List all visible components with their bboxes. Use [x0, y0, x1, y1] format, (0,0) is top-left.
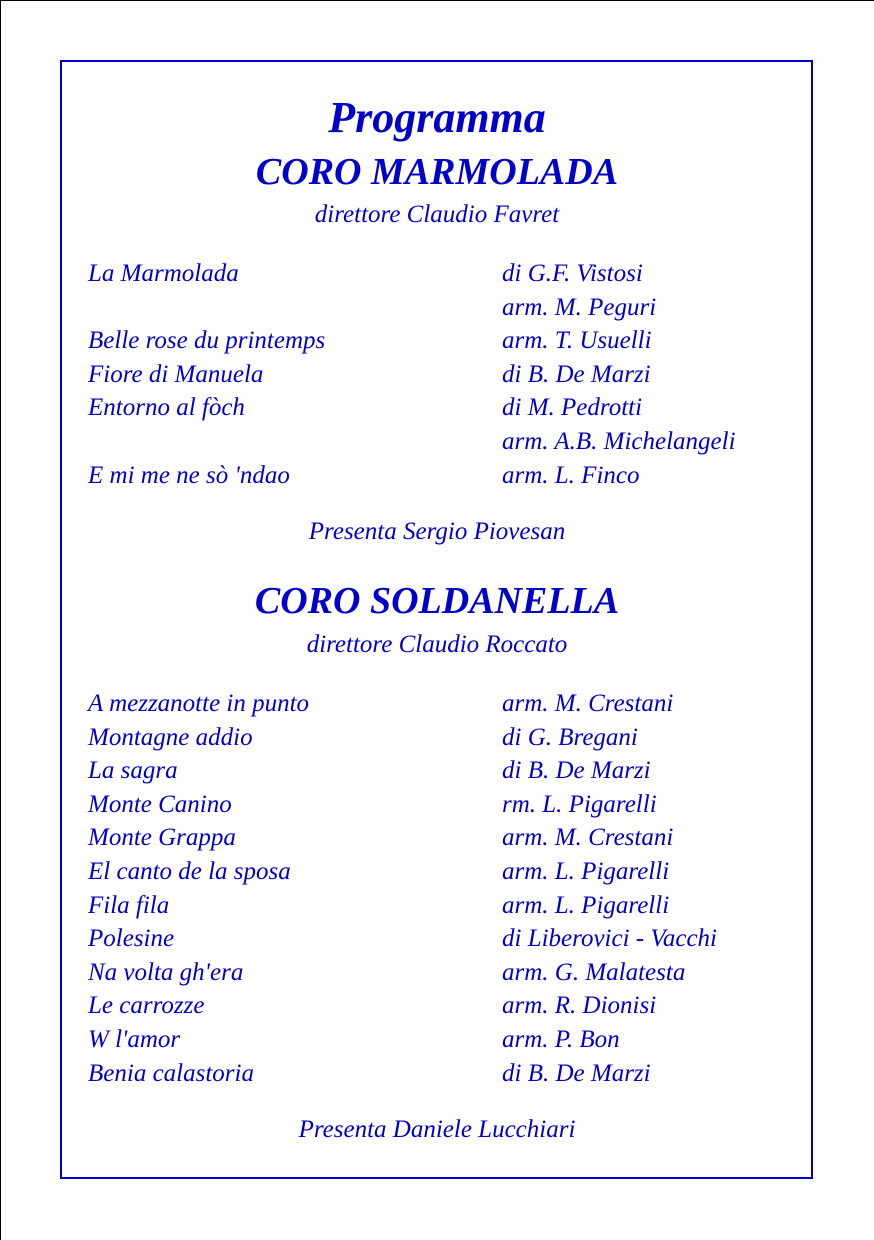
piece-row: [88, 956, 808, 990]
song-title: Polesine: [88, 925, 175, 953]
piece-row: [88, 391, 808, 425]
song-credit: arm. L. Pigarelli: [502, 857, 670, 885]
song-credit: arm. A.B. Michelangeli: [502, 427, 736, 455]
song-credit: arm. G. Malatesta: [502, 958, 686, 986]
song-credit: rm. L. Pigarelli: [502, 790, 657, 818]
piece-list-marmolada: [88, 257, 808, 492]
piece-list-soldanella: [88, 687, 808, 1090]
piece-row: [88, 257, 808, 291]
song-title: El canto de la sposa: [88, 857, 291, 885]
song-credit: di B. De Marzi: [502, 360, 651, 388]
piece-row: [88, 291, 808, 325]
piece-row: [88, 1057, 808, 1091]
piece-row: [88, 459, 808, 493]
piece-row: [88, 889, 808, 923]
piece-row: [88, 855, 808, 889]
piece-row: [88, 324, 808, 358]
choir-name-marmolada: CORO MARMOLADA: [255, 151, 619, 193]
song-title: Belle rose du printemps: [88, 327, 326, 355]
song-credit: arm. T. Usuelli: [502, 327, 652, 355]
piece-row: [88, 721, 808, 755]
song-credit: arm. L. Pigarelli: [502, 891, 670, 919]
song-title: Monte Grappa: [88, 824, 236, 852]
piece-row: [88, 425, 808, 459]
song-title: Fila fila: [88, 891, 170, 919]
song-credit: di M. Pedrotti: [502, 394, 643, 422]
program-title: Programma: [328, 93, 546, 142]
presenter-marmolada: Presenta Sergio Piovesan: [308, 518, 566, 545]
piece-row: [88, 754, 808, 788]
presenter-soldanella: Presenta Daniele Lucchiari: [298, 1116, 576, 1143]
song-credit: arm. M. Crestani: [502, 690, 674, 717]
song-credit: di Liberovici - Vacchi: [502, 925, 717, 953]
song-title: Montagne addio: [88, 723, 253, 751]
song-title: Na volta gh'era: [88, 958, 244, 986]
page-edge-top: [0, 0, 874, 1]
piece-row: [88, 358, 808, 392]
song-credit: arm. P. Bon: [502, 1025, 620, 1053]
song-title: Fiore di Manuela: [88, 360, 264, 388]
song-title: Benia calastoria: [88, 1059, 254, 1087]
director-soldanella: direttore Claudio Roccato: [306, 631, 568, 658]
song-credit: arm. L. Finco: [502, 461, 640, 489]
song-title: La sagra: [88, 757, 178, 785]
piece-row: [88, 922, 808, 956]
song-credit: arm. M. Peguri: [502, 293, 657, 321]
piece-row: [88, 788, 808, 822]
song-title: Le carrozze: [88, 992, 205, 1020]
song-credit: di B. De Marzi: [502, 1059, 651, 1087]
song-title: La Marmolada: [88, 260, 239, 287]
song-credit: arm. M. Crestani: [502, 824, 674, 852]
song-credit: di G.F. Vistosi: [502, 260, 643, 287]
song-title: W l'amor: [88, 1025, 181, 1053]
piece-row: [88, 687, 808, 721]
song-credit: di G. Bregani: [502, 723, 638, 751]
song-title: A mezzanotte in punto: [88, 690, 310, 717]
piece-row: [88, 989, 808, 1023]
song-credit: di B. De Marzi: [502, 757, 651, 785]
song-title: Entorno al fòch: [88, 394, 245, 422]
song-title: Monte Canino: [88, 790, 232, 818]
choir-name-soldanella: CORO SOLDANELLA: [254, 580, 620, 622]
piece-row: [88, 821, 808, 855]
song-credit: arm. R. Dionisi: [502, 992, 657, 1020]
piece-row: [88, 1023, 808, 1057]
director-marmolada: direttore Claudio Favret: [314, 201, 560, 228]
song-title: E mi me ne sò 'ndao: [88, 461, 290, 489]
